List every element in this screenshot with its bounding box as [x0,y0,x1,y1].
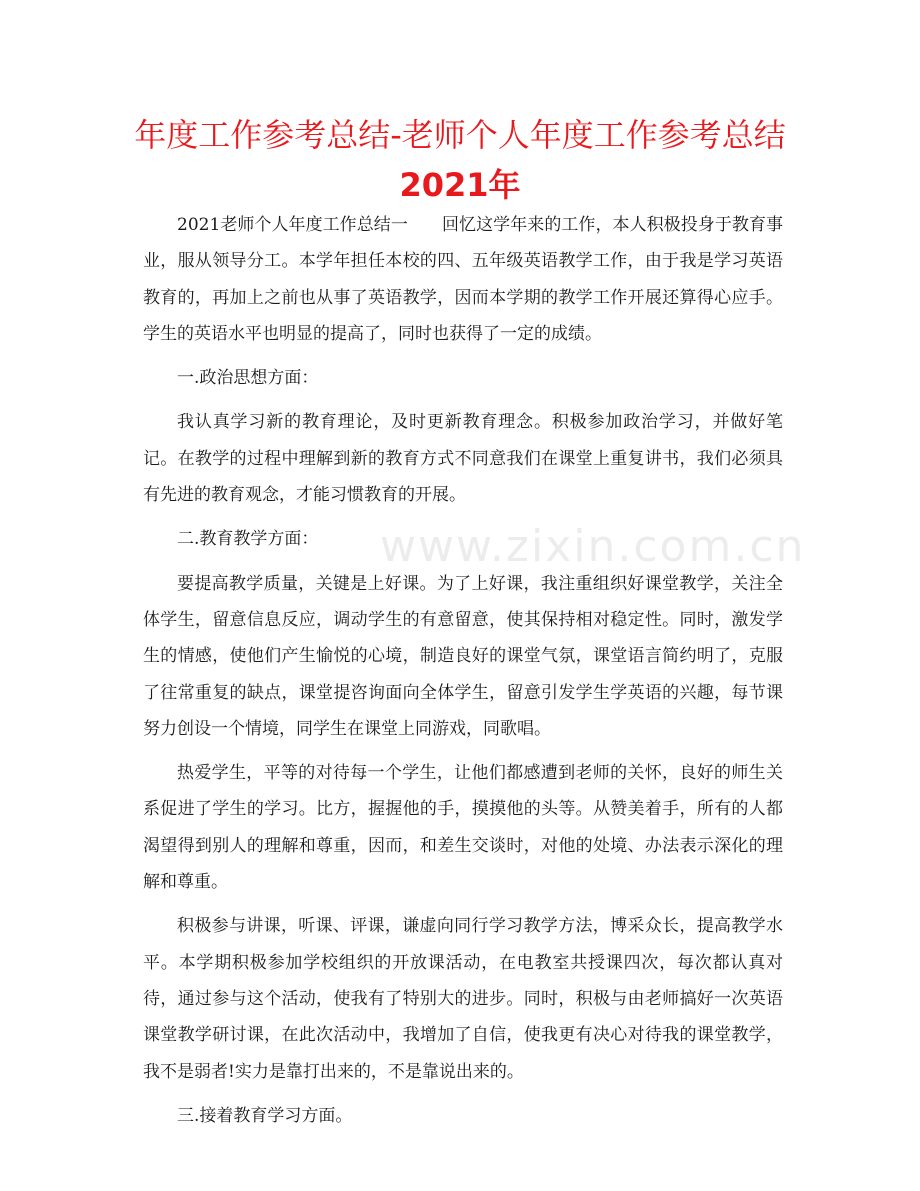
paragraph-caring-students: 热爱学生，平等的对待每一个学生，让他们都感遭到老师的关怀，良好的师生关系促进了学生的学习。比方，握握他的手，摸摸他的头等。从赞美着手，所有的人都渴望得到别人的理解和尊重，因而，和差生交谈时，对他的处境、办法表示深化的理解和尊重。 [143,763,783,893]
title-line-2: 2021年 [399,166,521,204]
paragraph-intro: 2021老师个人年度工作总结一 回忆这学年来的工作，本人积极投身于教育事业，服从领导分工。本学年担任本校的四、五年级英语教学工作，由于我是学习英语教育的，再加上之前也从事了英语教学，因而本学期的教学工作开展还算得心应手。学生的英语水平也明显的提高了，同时也获得了一定的成绩。 [143,215,783,344]
watermark: www.zixin.com.cn [380,521,806,572]
section-heading-learning: 三.接着教育学习方面。 [177,1105,353,1126]
section-heading-teaching: 二.教育教学方面： [177,529,319,550]
title-line-1: 年度工作参考总结-老师个人年度工作参考总结 [134,116,786,154]
section-heading-politics: 一.政治思想方面： [177,368,319,389]
paragraph-politics: 我认真学习新的教育理论，及时更新教育理念。积极参加政治学习，并做好笔记。在教学的过程中理解到新的教育方式不同意我们在课堂上重复讲书，我们必须具有先进的教育观念，才能习惯教育的开展。 [143,412,783,506]
paragraph-teaching-quality: 要提高教学质量，关键是上好课。为了上好课，我注重组织好课堂教学，关注全体学生，留意信息反应，调动学生的有意留意，使其保持相对稳定性。同时，激发学生的情感，使他们产生愉悦的心境，制造良好的课堂气氛，课堂语言简约明了，克服了往常重复的缺点，课堂提咨询面向全体学生，留意引发学生学英语的兴趣，每节课努力创设一个情境，同学生在课堂上同游戏，同歌唱。 [143,573,783,739]
paragraph-lesson-activities: 积极参与讲课，听课、评课，谦虚向同行学习教学方法，博采众长，提高教学水平。本学期积极参加学校组织的开放课活动，在电教室共授课四次，每次都认真对待，通过参与这个活动，使我有了特别大的进步。同时，积极与由老师搞好一次英语课堂教学研讨课，在此次活动中，我增加了自信，使我更有决心对待我的课堂教学，我不是弱者!实力是靠打出来的，不是靠说出来的。 [143,916,783,1082]
document-body [143,207,783,1142]
